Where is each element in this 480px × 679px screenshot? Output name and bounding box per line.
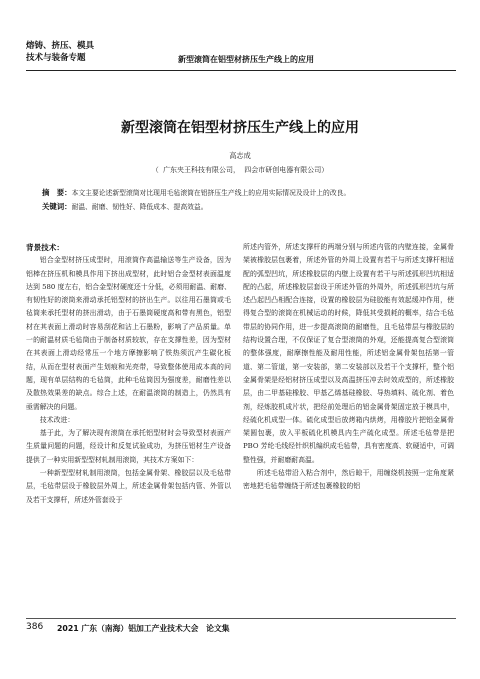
author-affiliation: （ 广东夹王科技有限公司， 四会市研创电器有限公司） (151, 166, 329, 174)
section-label-line1: 熔铸、挤压、模具 (26, 41, 95, 51)
subheading: 技术改进： (39, 415, 75, 424)
article-title: 新型滚筒在铝型材挤压生产线上的应用 (121, 120, 359, 136)
body-column-left (26, 241, 231, 507)
section-label-line2: 技术与装备专题 (26, 53, 86, 63)
section-heading: 背景技术： (26, 243, 64, 252)
paragraph: 所述毛毡带沿入粘合剂中，然后晾干，用缠绕机按照一定角度紧密地把毛毡带缠绕于所述包裹橡胶的铝 (243, 469, 454, 491)
header-divider (26, 70, 456, 71)
author-name: 高志成 (229, 151, 251, 160)
paragraph: 一种新型型材轧制用滚筒，包括金属骨架、橡胶层以及毛毡带层，毛毡带层设于橡胶层外周上，所述金属骨架包括内管、外管以及若干支撑杆，所述外管套设于 (26, 469, 231, 504)
page-number: 386 (26, 622, 44, 632)
abstract-block (42, 186, 452, 214)
abstract-text: 本文主要论述新型滚筒对比现用毛毡滚筒在铝挤压生产线上的应用实际情况及设计上的改良。 (71, 189, 351, 197)
conference-title: 2021 广东（南海）铝加工产业技术大会 论文集 (57, 624, 230, 633)
paragraph: 铝合金型材挤压成型时，用滚筒作高温输送等生产设备，因为铝棒在挤压机和模具作用下挤出成型材，此时铝合金型材表面温度达到 580 度左右，铝合金型材硬度还十分低，必须用耐温、耐磨、有韧性好的滚筒来滑动承托铝型材的挤出生产。以往用石墨筒或毛毡筒来承托型材的挤出滑动，由于石墨筒硬度高和带有黑色，铝型材在其表面上滑动时容易刮花和沾上石墨粉，影响了产品质量。单一的耐温材质毛毡筒由于制备材质较软，存在支撑性差，因为型材在其表面上滑动经常压一个地方摩擦影响了铁热须沉产生碳化板结，从而在型材表面产生划痕和光亮带，导致整体使用成本高的问题，现有单层结构的毛毡筒，此种毛毡筒因为强度差，耐磨性差以及散热效果差的缺点。综合上述，在耐温滚筒的制造上，仍然具有亟需解决的问题。 (26, 256, 231, 411)
footer-divider (26, 618, 456, 619)
paragraph: 所述内管外，所述支撑杆的两端分别与所述内管的内壁连接，金属骨架被橡胶层包裹着，所述外管的外周上设置有若干与所述支撑杆相适配的弧型凹坑，所述橡胶层的内壁上设置有若干与所述弧形凹坑相适配的凸起，所述橡胶层套设于所述外管的外周外，所述弧形凹坑与所述凸起凹凸相配合连接，设置的橡胶层为硅胶能有效起缓冲作用，使得复合型的滚筒在机械运动的时候，降低其受损耗的概率，结合毛毡带层的协同作用，进一步提高滚筒的耐磨性，且毛毡带层与橡胶层的结构设置合理，不仅保证了复合型滚筒的外观，还能提高复合型滚筒的整体强度，耐摩擦性能及耐用性能，所述铝金属骨架包括第一管道、第二管道，第一安装部，第二安装部以及若干个支撑杆，整个铝金属骨架是经铝材挤压成型以及高温挤压冲去时效成型的，所述橡胶层，由二甲基硅橡胶、甲基乙烯基硅橡胶、导热填料、硫化剂、着色剂，经炼胶机成片状，把经前处理后的铝金属骨架固定放于模具中，经硫化机成型一体。硫化成型后放烤箱内烘烤，用橡胶片把铝金属骨架圆包裹，放入平板硫化机模具内生产硫化成型。所述毛毡带是把 PBO 芳纶毛线经针织机编织成毛毡带，具有密度高、软硬适中，可调整性强，并耐磨耐高温。 (243, 243, 454, 464)
abstract-label: 摘 要： (42, 188, 72, 197)
abstract (42, 186, 452, 200)
keywords (42, 200, 452, 214)
keywords-label: 关键词： (42, 202, 72, 211)
paragraph: 基于此，为了解决现有滚筒在承托铝型材时会导致型材表面产生质量问题的问题，经设计和反复试验成功，为挤压铝材生产设备提供了一种实用新型型材轧制用滚筒，其技术方案如下： (26, 429, 231, 464)
running-title: 新型滚筒在铝型材挤压生产线上的应用 (178, 55, 314, 64)
journal-section-label (26, 40, 146, 64)
body-column-right (243, 241, 454, 494)
keywords-text: 耐温、耐磨、韧性好、降低成本、提高效益。 (71, 203, 208, 211)
